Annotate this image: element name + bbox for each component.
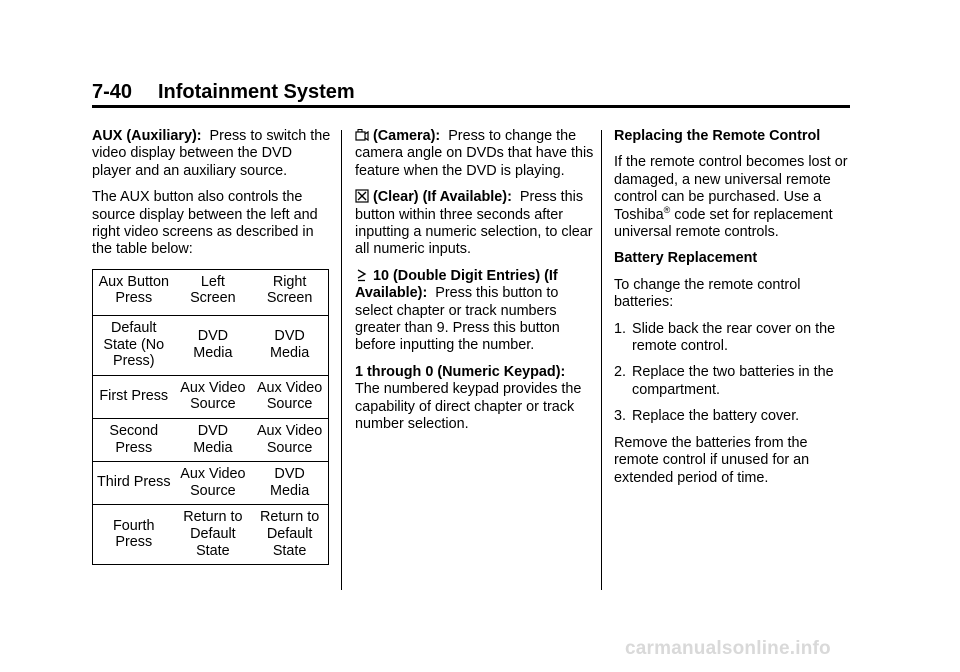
table-header: Left Screen [175, 269, 252, 315]
replace-heading: Replacing the Remote Control [614, 128, 821, 144]
double-digit-icon [355, 268, 369, 282]
double-digit-term: 10 (Double Digit Entries) (If Available): [355, 267, 558, 302]
clear-term: (Clear) (If Available): [373, 189, 512, 206]
table-cell: Return to Default State [251, 505, 328, 565]
registered-mark: ® [663, 204, 671, 215]
table-cell: Default State (No Press) [93, 316, 175, 376]
table-cell: DVD Media [175, 419, 252, 462]
replace-text-1: If the remote control becomes lost or damaged, a new universal remote control can be purchased. Use a Toshiba [614, 154, 848, 223]
table-cell: DVD Media [175, 316, 252, 376]
table-cell: Second Press [93, 419, 175, 462]
list-item [614, 408, 854, 425]
aux-term: AUX (Auxiliary): [92, 128, 202, 144]
double-digit-paragraph [355, 268, 595, 355]
table-row [93, 375, 329, 418]
table-row [93, 505, 329, 565]
step-number: 1. [614, 320, 627, 337]
table-header-row [93, 269, 329, 315]
watermark: carmanualsonline.info [625, 638, 831, 659]
replace-text-2: code set for replacement universal remote controls. [614, 206, 833, 241]
list-item [614, 364, 854, 399]
aux-description: Press to switch the video display between the DVD player and an auxiliary source. [92, 128, 331, 179]
step-number: 2. [614, 364, 627, 381]
keypad-description: The numbered keypad provides the capability of direct chapter or track number selection. [355, 381, 582, 433]
table-cell: First Press [93, 375, 175, 418]
table-cell: Fourth Press [93, 505, 175, 565]
replace-paragraph [614, 154, 854, 241]
keypad-paragraph [355, 364, 595, 434]
table-header: Right Screen [251, 269, 328, 315]
page-header [92, 80, 355, 104]
camera-term: (Camera): [373, 128, 441, 144]
double-digit-description: Press this button to select chapter or track numbers greater than 9. Press this button before inputting the number. [355, 285, 560, 354]
clear-paragraph [355, 189, 595, 259]
step-text: Replace the two batteries in the compartment. [632, 364, 834, 398]
table-cell: DVD Media [251, 316, 328, 376]
header-rule [92, 105, 850, 108]
column-3 [614, 128, 854, 496]
aux-paragraph [92, 128, 334, 180]
section-title: Infotainment System [158, 81, 355, 103]
battery-intro: To change the remote control batteries: [614, 276, 801, 311]
table-row [93, 316, 329, 376]
clear-description: Press this button within three seconds after inputting a numeric selection, to clear all numeric inputs. [355, 189, 593, 258]
clear-icon [355, 189, 369, 203]
list-item [614, 321, 854, 356]
aux-table [92, 269, 329, 565]
steps-list [614, 321, 854, 426]
closing-paragraph: Remove the batteries from the remote control if unused for an extended period of time. [614, 434, 810, 486]
table-cell: DVD Media [251, 462, 328, 505]
page-number: 7-40 [92, 81, 133, 103]
column-2 [355, 128, 595, 443]
column-1 [92, 128, 334, 565]
step-text: Slide back the rear cover on the remote control. [632, 320, 836, 355]
table-row [93, 419, 329, 462]
table-cell: Aux Video Source [175, 375, 252, 418]
table-row [93, 462, 329, 505]
table-cell: Aux Video Source [251, 375, 328, 418]
camera-icon [355, 128, 369, 142]
camera-paragraph [355, 128, 595, 180]
table-cell: Aux Video Source [175, 462, 252, 505]
column-divider [341, 130, 342, 590]
aux-paragraph-2: The AUX button also controls the source display between the left and right video screens as described in the table below: [92, 189, 318, 258]
battery-heading: Battery Replacement [614, 250, 758, 267]
camera-description: Press to change the camera angle on DVDs that have this feature when the DVD is playing. [355, 128, 594, 179]
table-header: Aux Button Press [93, 269, 175, 315]
column-divider [601, 130, 602, 590]
step-number: 3. [614, 408, 627, 425]
table-cell: Aux Video Source [251, 419, 328, 462]
step-text: Replace the battery cover. [632, 408, 800, 425]
table-cell: Return to Default State [175, 505, 252, 565]
table-cell: Third Press [93, 462, 175, 505]
keypad-term: 1 through 0 (Numeric Keypad): [355, 363, 566, 380]
